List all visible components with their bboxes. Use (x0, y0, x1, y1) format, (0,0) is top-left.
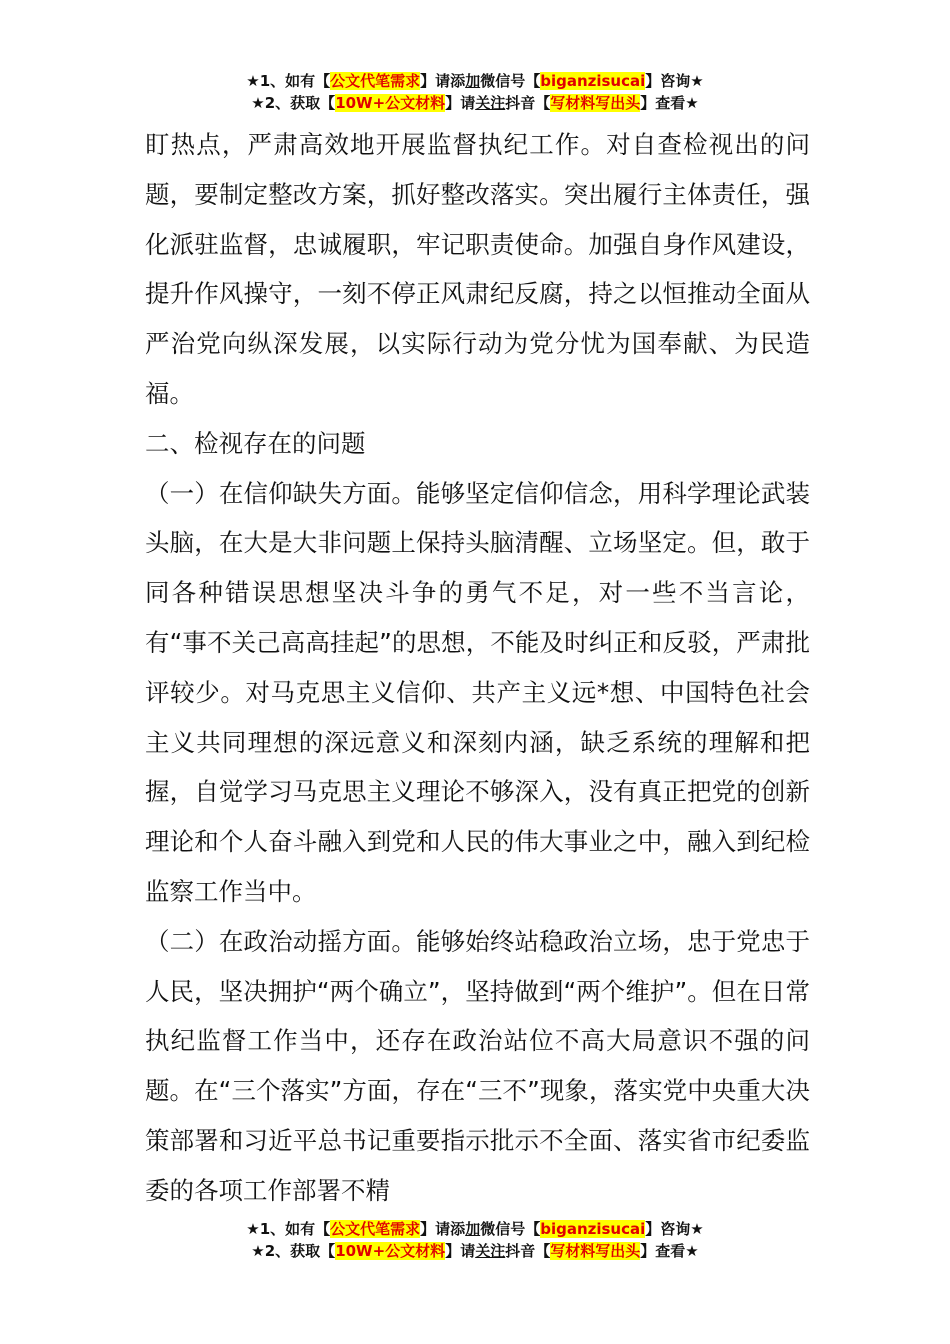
banner-line-1: ★1、如有【公文代笔需求】请添加微信号【biganzisucai】咨询★ (246, 1220, 704, 1238)
highlight-service: 公文代笔需求 (330, 1220, 421, 1238)
highlight-wechat-id: biganzisucai (540, 72, 646, 90)
paragraph-faith: （一）在信仰缺失方面。能够坚定信仰信念，用科学理论武装头脑，在大是大非问题上保持头脑清醒、立场坚定。但，敢于同各种错误思想坚决斗争的勇气不足，对一些不当言论，有“事不关己高高挂起”的思想，不能及时纠正和反驳，严肃批评较少。对马克思主义信仰、共产主义远*想、中国特色社会主义共同理想的深远意义和深刻内涵，缺乏系统的理解和把握，自觉学习马克思主义理论不够深入，没有真正把党的创新理论和个人奋斗融入到党和人民的伟大事业之中，融入到纪检监察工作当中。 (145, 478, 810, 906)
document-body (145, 120, 810, 1216)
banner-line-2: ★2、获取【10W+公文材料】请关注抖音【写材料写出头】查看★ (251, 1242, 699, 1260)
paragraph-continued: 盯热点，严肃高效地开展监督执纪工作。对自查检视出的问题，要制定整改方案，抓好整改落实。突出履行主体责任，强化派驻监督，忠诚履职，牢记职责使命。加强自身作风建设，提升作风操守，一刻不停正风肃纪反腐，持之以恒推动全面从严治党向纵深发展，以实际行动为党分忧为国奉献、为民造福。 (145, 130, 810, 408)
highlight-materials: 10W+公文材料 (335, 1242, 446, 1260)
section-heading: 二、检视存在的问题 (145, 428, 366, 458)
highlight-douyin: 写材料写出头 (550, 94, 641, 112)
banner-line-2: ★2、获取【10W+公文材料】请关注抖音【写材料写出头】查看★ (251, 94, 699, 112)
highlight-service: 公文代笔需求 (330, 72, 421, 90)
highlight-materials: 10W+公文材料 (335, 94, 446, 112)
header-banner (0, 70, 950, 114)
footer-banner (0, 1218, 950, 1262)
highlight-douyin: 写材料写出头 (550, 1242, 641, 1260)
paragraph-politics: （二）在政治动摇方面。能够始终站稳政治立场，忠于党忠于人民，坚决拥护“两个确立”，坚持做到“两个维护”。但在日常执纪监督工作当中，还存在政治站位不高大局意识不强的问题。在“三个落实”方面，存在“三不”现象，落实党中央重大决策部署和习近平总书记重要指示批示不全面、落实省市纪委监委的各项工作部署不精 (145, 926, 810, 1205)
highlight-wechat-id: biganzisucai (540, 1220, 646, 1238)
banner-line-1: ★1、如有【公文代笔需求】请添加微信号【biganzisucai】咨询★ (246, 72, 704, 90)
